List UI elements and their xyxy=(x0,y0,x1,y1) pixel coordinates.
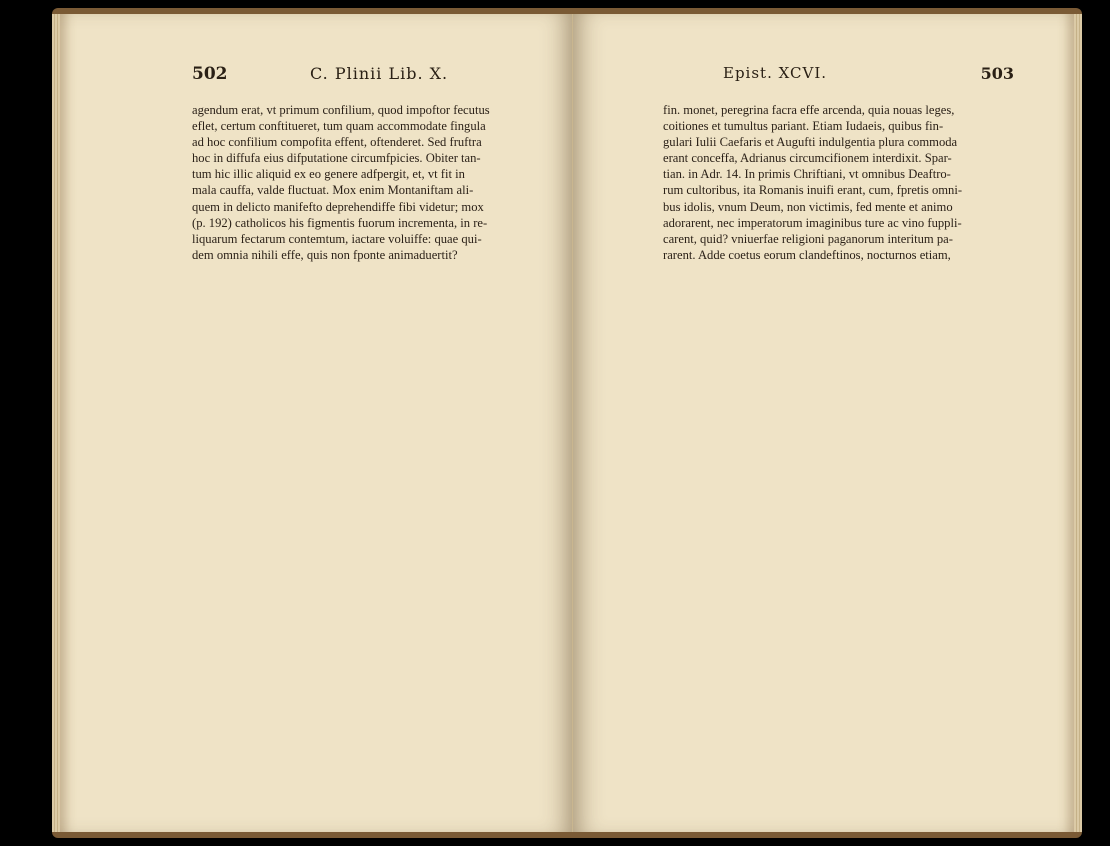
text-line: ad hoc confilium compofita effent, oftenderet. Sed fruftra xyxy=(192,135,482,150)
text-line: dem omnia nihili effe, quis non fponte animaduertit? xyxy=(192,247,458,262)
text-line: eflet, certum conftitueret, tum quam accommodate fingula xyxy=(192,119,486,134)
left-page-header xyxy=(60,64,572,94)
text-line: (p. 192) catholicos his figmentis fuorum incrementa, in re- xyxy=(192,215,488,230)
right-running-head: Epist. XCVI. xyxy=(723,64,828,82)
text-line: agendum erat, vt primum confilium, quod impoftor fecutus xyxy=(192,103,490,117)
text-line: rarent. Adde coetus eorum clandeftinos, nocturnos etiam, xyxy=(663,247,951,262)
text-line: coitiones et tumultus pariant. Etiam Iudaeis, quibus fin- xyxy=(663,119,944,134)
left-page xyxy=(60,14,573,832)
text-line: liquarum fectarum contemtum, iactare voluiffe: quae qui- xyxy=(192,231,482,246)
text-line: tian. in Adr. 14. In primis Chriftiani, vt omnibus Deaftro- xyxy=(663,167,951,182)
right-page-number: 503 xyxy=(980,64,1014,83)
text-line: mala cauffa, valde fluctuat. Mox enim Montaniftam ali- xyxy=(192,183,474,198)
text-line: tum hic illic aliquid ex eo genere adfpergit, et, vt fit in xyxy=(192,167,465,182)
text-line: gulari Iulii Caefaris et Augufti indulgentia plura commoda xyxy=(663,135,958,150)
text-line: erant conceffa, Adrianus circumcifionem interdixit. Spar- xyxy=(663,151,952,166)
text-line: bus idolis, vnum Deum, non victimis, fed mente et animo xyxy=(663,199,953,214)
right-page-header xyxy=(573,64,1074,94)
text-line: quem in delicto manifefto deprehendiffe fibi videtur; mox xyxy=(192,199,484,214)
left-page-text xyxy=(192,102,544,263)
text-line: fin. monet, peregrina facra effe arcenda, quia nouas leges, xyxy=(663,103,955,117)
right-page xyxy=(573,14,1074,832)
right-page-text xyxy=(663,102,1028,263)
text-line: hoc in diffufa eius difputatione circumfpicies. Obiter tan- xyxy=(192,151,481,166)
left-running-head: C. Plinii Lib. X. xyxy=(310,64,449,83)
text-line: adorarent, nec imperatorum imaginibus ture ac vino fuppli- xyxy=(663,215,962,230)
text-line: rum cultoribus, ita Romanis inuifi erant, cum, fpretis omni- xyxy=(663,183,963,198)
text-line: carent, quid? vniuerfae religioni paganorum interitum pa- xyxy=(663,231,953,246)
left-page-number: 502 xyxy=(192,64,228,84)
open-book xyxy=(52,8,1082,838)
